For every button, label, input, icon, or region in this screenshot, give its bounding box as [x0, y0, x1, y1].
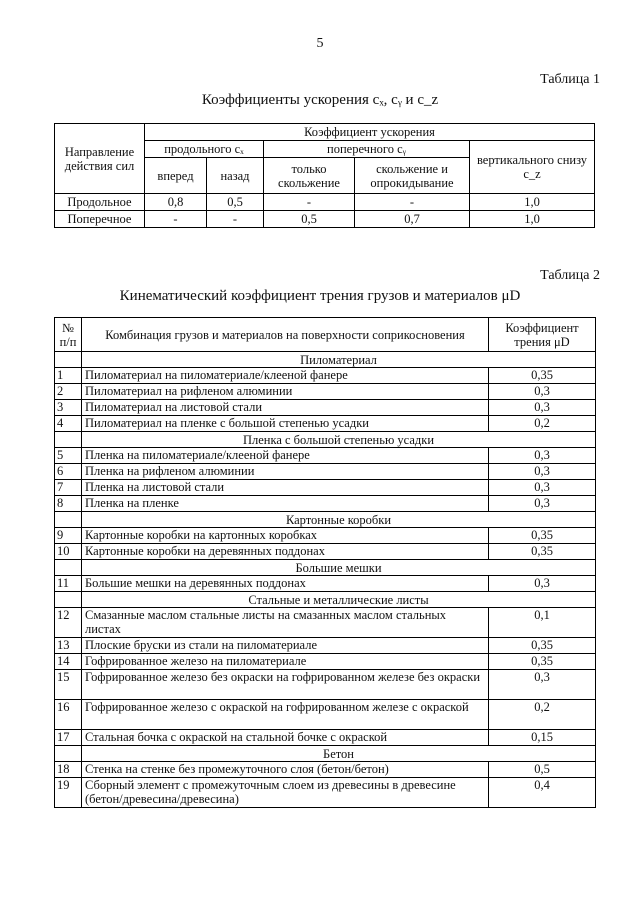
row-coefficient: 0,3	[489, 448, 596, 464]
row-coefficient: 0,35	[489, 638, 596, 654]
table1-title: Коэффициенты ускорения cₓ, cᵧ и c_z	[201, 92, 439, 108]
row-combination: Пиломатериал на пленке с большой степенью усадки	[82, 416, 489, 432]
section-title: Картонные коробки	[82, 512, 596, 528]
table-row	[55, 416, 596, 432]
row-combination: Пленка на рифленом алюминии	[82, 464, 489, 480]
row-combination: Плоские бруски из стали на пиломатериале	[82, 638, 489, 654]
table-row	[55, 480, 596, 496]
table-row	[55, 730, 596, 746]
section-title: Пиломатериал	[82, 352, 596, 368]
table-row	[55, 448, 596, 464]
section-row	[55, 560, 596, 576]
cell-sliding: 0,5	[264, 211, 355, 228]
table-row	[55, 368, 596, 384]
row-coefficient: 0,3	[489, 464, 596, 480]
cell-forward: 0,8	[145, 194, 207, 211]
section-row	[55, 592, 596, 608]
cell-vertical: 1,0	[470, 194, 595, 211]
row-number: 8	[55, 496, 82, 512]
row-coefficient: 0,15	[489, 730, 596, 746]
row-number: 4	[55, 416, 82, 432]
row-combination: Гофрированное железо на пиломатериале	[82, 654, 489, 670]
header-num: № п/п	[55, 318, 82, 352]
row-coefficient: 0,3	[489, 576, 596, 592]
header-back: назад	[207, 158, 264, 194]
row-number: 14	[55, 654, 82, 670]
row-combination: Большие мешки на деревянных поддонах	[82, 576, 489, 592]
section-title: Бетон	[82, 746, 596, 762]
table-row	[55, 194, 595, 211]
row-number: 2	[55, 384, 82, 400]
section-num-cell	[55, 512, 82, 528]
row-number: 19	[55, 778, 82, 808]
row-combination: Пиломатериал на рифленом алюминии	[82, 384, 489, 400]
cell-forward: -	[145, 211, 207, 228]
table-row	[55, 496, 596, 512]
table1-label: Таблица 1	[540, 72, 600, 87]
section-row	[55, 512, 596, 528]
row-combination: Стальная бочка с окраской на стальной бочке с окраской	[82, 730, 489, 746]
row-combination: Гофрированное железо без окраски на гофрированном железе без окраски	[82, 670, 489, 700]
table-row	[55, 384, 596, 400]
row-name: Поперечное	[55, 211, 145, 228]
row-number: 11	[55, 576, 82, 592]
row-combination: Картонные коробки на картонных коробках	[82, 528, 489, 544]
row-coefficient: 0,2	[489, 416, 596, 432]
header-sliding-only: только скольжение	[264, 158, 355, 194]
header-transverse: поперечного cᵧ	[264, 141, 470, 158]
header-forward: вперед	[145, 158, 207, 194]
table-row	[55, 528, 596, 544]
row-coefficient: 0,2	[489, 700, 596, 730]
row-coefficient: 0,3	[489, 670, 596, 700]
row-number: 15	[55, 670, 82, 700]
row-combination: Пиломатериал на пиломатериале/клееной фанере	[82, 368, 489, 384]
row-number: 9	[55, 528, 82, 544]
row-coefficient: 0,35	[489, 654, 596, 670]
row-combination: Сборный элемент с промежуточным слоем из древесины в древесине (бетон/древесина/древесина)	[82, 778, 489, 808]
header-longitudinal: продольного cₓ	[145, 141, 264, 158]
header-sliding-tipping: скольжение и опрокидывание	[355, 158, 470, 194]
section-title: Большие мешки	[82, 560, 596, 576]
section-row	[55, 352, 596, 368]
table-row	[55, 464, 596, 480]
row-coefficient: 0,35	[489, 528, 596, 544]
table-row	[55, 654, 596, 670]
section-num-cell	[55, 592, 82, 608]
friction-table	[54, 317, 596, 808]
row-number: 1	[55, 368, 82, 384]
row-number: 3	[55, 400, 82, 416]
table-row	[55, 400, 596, 416]
row-coefficient: 0,3	[489, 400, 596, 416]
table-row	[55, 670, 596, 700]
cell-tipping: 0,7	[355, 211, 470, 228]
page-number: 5	[316, 36, 324, 51]
row-name: Продольное	[55, 194, 145, 211]
section-title: Стальные и металлические листы	[82, 592, 596, 608]
row-coefficient: 0,3	[489, 384, 596, 400]
table-row	[55, 211, 595, 228]
row-number: 10	[55, 544, 82, 560]
table-row	[55, 638, 596, 654]
row-combination: Пленка на листовой стали	[82, 480, 489, 496]
table-row	[55, 762, 596, 778]
row-coefficient: 0,3	[489, 480, 596, 496]
cell-back: 0,5	[207, 194, 264, 211]
header-vertical: вертикального снизу c_z	[470, 141, 595, 194]
header-direction: Направление действия сил	[55, 124, 145, 194]
row-combination: Пленка на пиломатериале/клееной фанере	[82, 448, 489, 464]
row-number: 13	[55, 638, 82, 654]
row-coefficient: 0,1	[489, 608, 596, 638]
row-combination: Пленка на пленке	[82, 496, 489, 512]
table2-label: Таблица 2	[540, 268, 600, 283]
row-combination: Гофрированное железо с окраской на гофрированном железе с окраской	[82, 700, 489, 730]
row-coefficient: 0,3	[489, 496, 596, 512]
table-row	[55, 576, 596, 592]
row-coefficient: 0,4	[489, 778, 596, 808]
table-row	[55, 778, 596, 808]
row-combination: Пиломатериал на листовой стали	[82, 400, 489, 416]
section-num-cell	[55, 352, 82, 368]
section-num-cell	[55, 746, 82, 762]
section-num-cell	[55, 560, 82, 576]
header-coef: Коэффициент ускорения	[145, 124, 595, 141]
row-number: 16	[55, 700, 82, 730]
row-number: 17	[55, 730, 82, 746]
row-coefficient: 0,35	[489, 544, 596, 560]
table-row	[55, 608, 596, 638]
row-combination: Картонные коробки на деревянных поддонах	[82, 544, 489, 560]
row-number: 7	[55, 480, 82, 496]
table2-title: Кинематический коэффициент трения грузов и материалов μD	[119, 288, 521, 304]
row-combination: Смазанные маслом стальные листы на смазанных маслом стальных листах	[82, 608, 489, 638]
table-row	[55, 544, 596, 560]
row-combination: Стенка на стенке без промежуточного слоя (бетон/бетон)	[82, 762, 489, 778]
section-row	[55, 746, 596, 762]
header-combination: Комбинация грузов и материалов на поверхности соприкосновения	[82, 318, 489, 352]
row-number: 18	[55, 762, 82, 778]
table-row	[55, 700, 596, 730]
cell-vertical: 1,0	[470, 211, 595, 228]
section-title: Пленка с большой степенью усадки	[82, 432, 596, 448]
row-coefficient: 0,35	[489, 368, 596, 384]
cell-tipping: -	[355, 194, 470, 211]
acceleration-table	[54, 123, 595, 228]
row-coefficient: 0,5	[489, 762, 596, 778]
row-number: 6	[55, 464, 82, 480]
section-num-cell	[55, 432, 82, 448]
header-coef: Коэффициент трения μD	[489, 318, 596, 352]
row-number: 5	[55, 448, 82, 464]
cell-back: -	[207, 211, 264, 228]
row-number: 12	[55, 608, 82, 638]
cell-sliding: -	[264, 194, 355, 211]
section-row	[55, 432, 596, 448]
